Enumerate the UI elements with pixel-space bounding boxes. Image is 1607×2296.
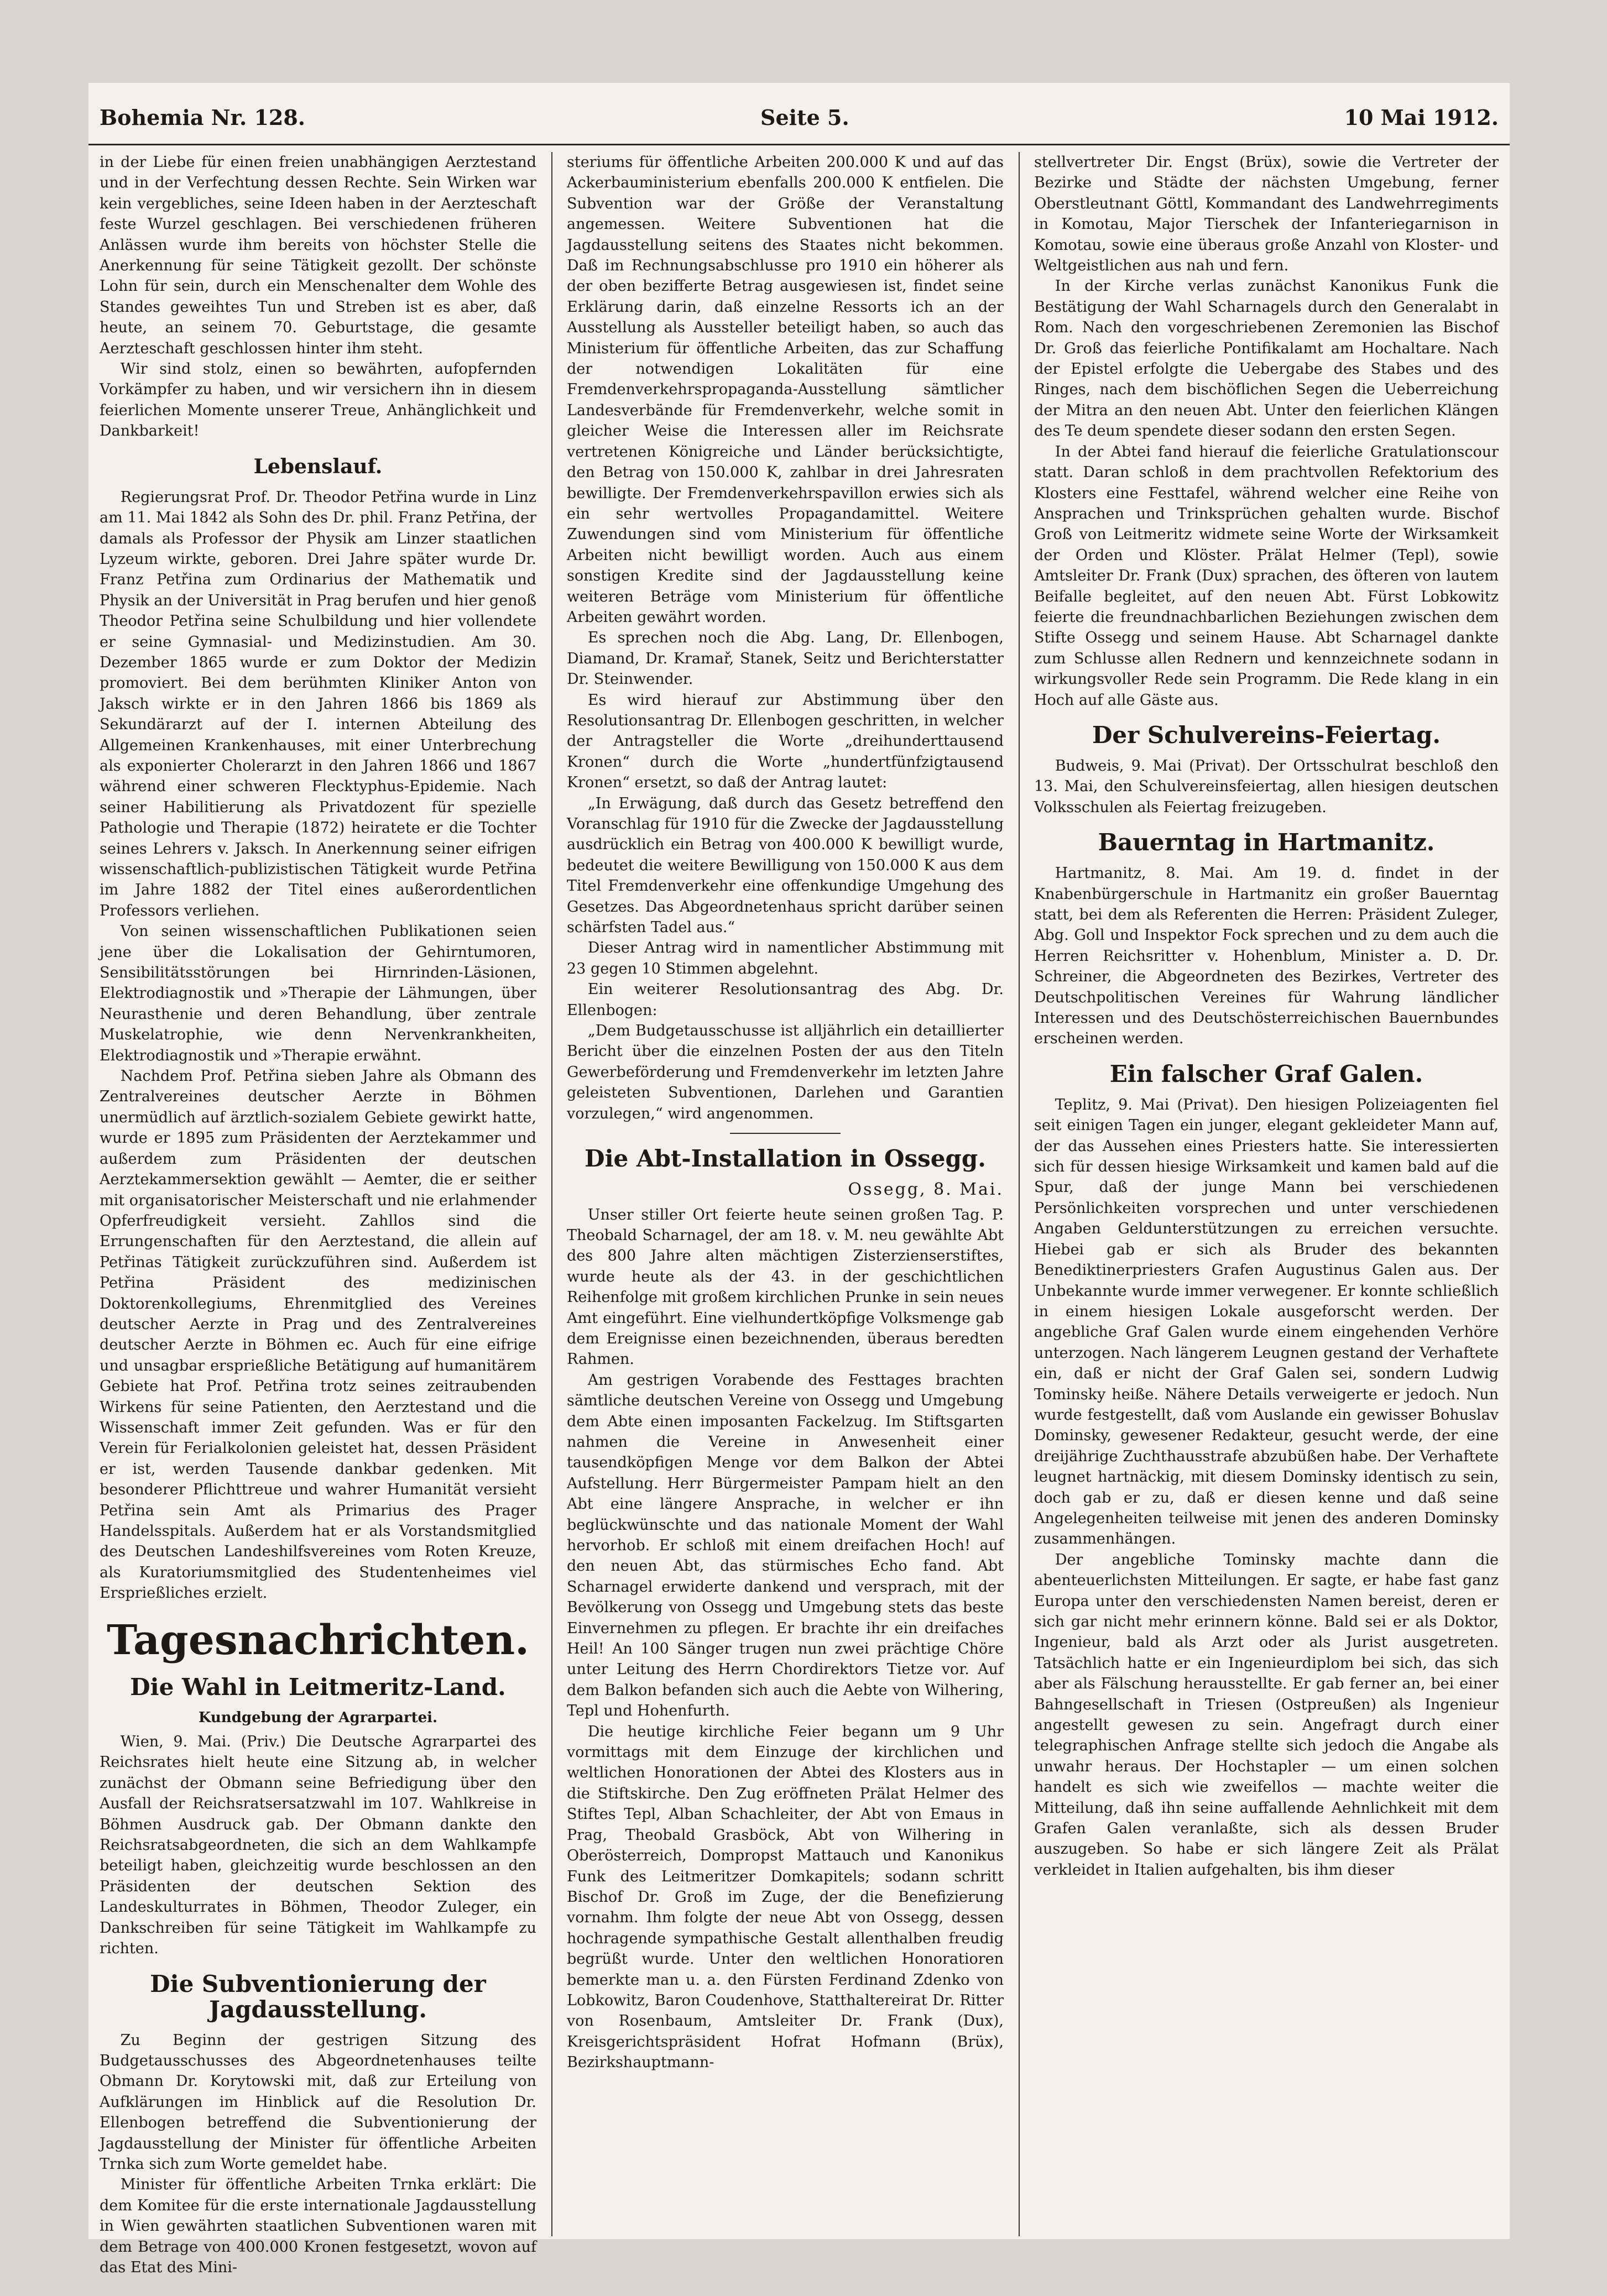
- page-header: [88, 105, 1510, 144]
- article-paragraph: steriums für öffentliche Arbeiten 200.000 K und auf das Ackerbauministerium ebenfalls 200.000 K entfielen. Die Subvention war der Größe der Veranstaltung angemessen. Weitere Subventionen hat die Jagdausstellung seitens des Staates nicht bekommen. Daß im Rechnungsabschlusse pro 1910 ein höherer als der oben bezifferte Betrag ausgewiesen ist, findet seine Erklärung darin, daß einzelne Ressorts ich an der Ausstellung als Aussteller beteiligt haben, so auch das Ministerium für öffentliche Arbeiten, das zur Schaffung der notwendigen Lokalitäten für eine Fremdenverkehrspropaganda-Ausstellung sämtlicher Landesverbände für Fremdenverkehr, welche somit in gleicher Weise die Interessen aller im Reichsrate vertretenen Königreiche und Länder berücksichtigte, den Betrag von 150.000 K, zahlbar in drei Jahresraten bewilligte. Der Fremdenverkehrspavillon erwies sich als ein sehr wertvolles Propagandamittel. Weitere Zuwendungen sind vom Ministerium für öffentliche Arbeiten nicht bewilligt worden. Auch aus einem sonstigen Kredite sind der Jagdausstellung keine weiteren Beträge vom Ministerium für öffentliche Arbeiten gewährt worden.: [567, 154, 1004, 626]
- header-rule: [88, 144, 1510, 145]
- dateline-ossegg: Ossegg, 8. Mai.: [848, 1180, 1004, 1200]
- article-paragraph: Von seinen wissenschaftlichen Publikationen seien jene über die Lokalisation der Gehirntumoren, Sensibilitätsstörungen bei Hirnrinden-Läsionen, Elektrodiagnostik und »Therapie der Lähmungen, über Neurasthenie und deren Behandlung, über zentrale Muskelatrophie, wie denn Nervenkrankheiten, Elektrodiagnostik und »Therapie erwähnt.: [100, 923, 536, 1064]
- headline-schulvereins-feiertag: Der Schulvereins-Feiertag.: [1092, 721, 1441, 749]
- headline-subventionierung: Die Subventionierung der Jagdausstellung.: [150, 1970, 486, 2023]
- article-paragraph: Dieser Antrag wird in namentlicher Abstimmung mit 23 gegen 10 Stimmen abgelehnt.: [567, 939, 1004, 977]
- article-paragraph: Zu Beginn der gestrigen Sitzung des Budgetausschusses des Abgeordnetenhauses teilte Obmann Dr. Korytowski mit, daß zur Erteilung von Aufklärungen im Hinblick auf die Resolution Dr. Ellenbogen betreffend die Subventionierung der Jagdausstellung der Minister für öffentliche Arbeiten Trnka sich zum Worte gemeldet habe.: [100, 2031, 536, 2173]
- column-divider: [1019, 152, 1020, 2236]
- article-paragraph: Es sprechen noch die Abg. Lang, Dr. Ellenbogen, Diamand, Dr. Kramař, Stanek, Seitz und Berichterstatter Dr. Steinwender.: [567, 629, 1004, 688]
- article-paragraph: Am gestrigen Vorabende des Festtages brachten sämtliche deutschen Vereine von Ossegg und Umgebung dem Abte einen imposanten Fackelzug. Im Stiftsgarten nahmen die Vereine in Anwesenheit einer tausendköpfigen Menge vor dem Balkon der Abtei Aufstellung. Herr Bürgermeister Pampam hielt an den Abt eine längere Ansprache, in welcher er ihn beglückwünschte und das nationale Moment der Wahl hervorhob. Er schloß mit einem dreifachen Hoch! auf den neuen Abt, das stürmisches Echo fand. Abt Scharnagel erwiderte dankend und versprach, mit der Bevölkerung von Ossegg und Umgebung stets das beste Einvernehmen zu pflegen. Er brachte ihr ein dreifaches Heil! An 100 Sänger trugen nun zwei prächtige Chöre unter Leitung des Herrn Chordirektors Tietze vor. Auf dem Balkon befanden sich auch die Aebte von Wilhering, Tepl und Hohenfurth.: [567, 1371, 1004, 1720]
- article-paragraph: „Dem Budgetausschusse ist alljährlich ein detaillierter Bericht über die einzelnen Posten der aus den Titeln Gewerbeförderung und Fremdenverkehr im letzten Jahre geleisteten Subventionen, Darlehen und Garantien vorzulegen,“ wird angenommen.: [567, 1022, 1004, 1122]
- article-paragraph: Regierungsrat Prof. Dr. Theodor Petřina wurde in Linz am 11. Mai 1842 als Sohn des Dr. phil. Franz Petřina, der damals als Professor der Physik am Linzer staatlichen Lyzeum wirkte, geboren. Drei Jahre später wurde Dr. Franz Petřina zum Ordinarius der Mathematik und Physik an der Universität in Prag berufen und hier genoß Theodor Petřina seine Schulbildung und hier vollendete er seine Gymnasial- und Medizinstudien. Am 30. Dezember 1865 wurde er zum Doktor der Medizin promoviert. Bei dem berühmten Kliniker Anton von Jaksch wirkte er in den Jahren 1866 bis 1869 als Sekundärarzt auf der I. internen Abteilung des Allgemeinen Krankenhauses, mit einer Unterbrechung als exponierter Cholerarzt in den Jahren 1866 und 1867 während einer schweren Flecktyphus-Epidemie. Nach seiner Habilitierung als Privatdozent für spezielle Pathologie und Therapie (1872) heiratete er die Tochter seines Lehrers v. Jaksch. In Anerkennung seiner eifrigen wissenschaftlich-publizistischen Tätigkeit wurde Petřina im Jahre 1882 der Titel eines außerordentlichen Professors verliehen.: [100, 488, 536, 919]
- article-paragraph: in der Liebe für einen freien unabhängigen Aerztestand und in der Verfechtung dessen Rechte. Sein Wirken war kein vergebliches, seine Ideen haben in der Aerzteschaft feste Wurzel geschlagen. Bei verschiedenen früheren Anlässen wurde ihm bereits von höchster Stelle die Anerkennung für seine Tätigkeit gezollt. Der schönste Lohn für sein, durch ein Menschenalter dem Wohle des Standes geweihtes Tun und Streben ist es aber, daß heute, an seinem 70. Geburtstage, die gesamte Aerzteschaft geschlossen hinter ihm steht.: [100, 154, 536, 357]
- headline-bauerntag: Bauerntag in Hartmanitz.: [1098, 829, 1435, 856]
- column-left: [100, 152, 536, 2276]
- article-paragraph: Wir sind stolz, einen so bewährten, aufopfernden Vorkämpfer zu haben, und wir versichern ihn in diesem feierlichen Momente unserer Treue, Anhänglichkeit und Dankbarkeit!: [100, 360, 536, 440]
- article-paragraph: Ein weiterer Resolutionsantrag des Abg. Dr. Ellenbogen:: [567, 981, 1004, 1019]
- article-paragraph: „In Erwägung, daß durch das Gesetz betreffend den Voranschlag für 1910 für die Zwecke der Jagdausstellung ausdrücklich ein Betrag von 400.000 K bewilligt wurde, bedeutet die weitere Bewilligung von 150.000 K aus dem Titel Fremdenverkehr eine offenkundige Umgehung des Gesetzes. Das Abgeordnetenhaus spricht darüber seinen schärfsten Tadel aus.“: [567, 794, 1004, 937]
- article-paragraph: Unser stiller Ort feierte heute seinen großen Tag. P. Theobald Scharnagel, der am 18. v. M. neu gewählte Abt des 800 Jahre alten mächtigen Zisterzienserstiftes, wurde heute als der 43. in der geschichtlichen Reihenfolge mit großem kirchlichen Prunke in sein neues Amt eingeführt. Eine vielhundertköpfige Volksmenge gab dem Ereignisse einen bezeichnenden, überaus beredten Rahmen.: [567, 1206, 1004, 1368]
- column-middle: [567, 152, 1004, 2236]
- column-divider: [551, 152, 552, 2236]
- column-right: [1034, 152, 1499, 2236]
- article-separator: [730, 1133, 841, 1134]
- header-date: 10 Mai 1912.: [1344, 105, 1499, 130]
- article-paragraph: Hartmanitz, 8. Mai. Am 19. d. findet in der Knabenbürgerschule in Hartmanitz ein großer Bauerntag statt, bei dem als Referenten die Herren: Präsident Zuleger, Abg. Goll und Inspektor Fock sprechen und zu dem auch die Herren Reichsritter v. Hohenblum, Minister a. D. Dr. Schreiner, die Abgeordneten des Bezirkes, Vertreter des Deutschpolitischen Vereines für Wahrung ländlicher Interessen und des Deutschösterreichischen Bauernbundes erscheinen werden.: [1034, 865, 1499, 1048]
- headline-wahl-leitmeritz: Die Wahl in Leitmeritz-Land.: [130, 1673, 506, 1701]
- article-paragraph: Wien, 9. Mai. (Priv.) Die Deutsche Agrarpartei des Reichsrates hielt heute eine Sitzung ab, in welcher zunächst der Obmann seine Befriedigung über den Ausfall der Reichsratsersatzwahl im 107. Wahlkreise in Böhmen Ausdruck gab. Der Obmann dankte den Reichsratsabgeordneten, die sich an dem Wahlkampfe beteiligt haben, gleichzeitig wurde beschlossen an den Präsidenten der deutschen Sektion des Landeskulturrates in Böhmen, Theodor Zuleger, ein Dankschreiben für seine Tätigkeit im Wahlkampfe zu richten.: [100, 1733, 536, 1958]
- headline-abt-installation: Die Abt-Installation in Ossegg.: [585, 1145, 986, 1173]
- article-paragraph: Es wird hierauf zur Abstimmung über den Resolutionsantrag Dr. Ellenbogen geschritten, in welcher der Antragsteller die Worte „dreihunderttausend Kronen“ durch die Worte „hundertfünfzigtausend Kronen“ ersetzt, so daß der Antrag lautet:: [567, 691, 1004, 792]
- article-paragraph: Minister für öffentliche Arbeiten Trnka erklärt: Die dem Komitee für die erste internationale Jagdausstellung in Wien gewährten staatlichen Subventionen waren mit dem Betrage von 400.000 Kronen festgesetzt, wovon auf das Etat des Mini-: [100, 2176, 536, 2276]
- article-paragraph: Teplitz, 9. Mai (Privat). Den hiesigen Polizeiagenten fiel seit einigen Tagen ein junger, elegant gekleideter Mann auf, der das Aussehen eines Priesters hatte. Sie interessierten sich für dessen hiesige Wirksamkeit und kamen bald auf die Spur, daß der junge Mann bei verschiedenen Persönlichkeiten vorsprechen und unter verschiedenen Angaben Geldunterstützungen zu erreichen versuchte. Hiebei gab er sich als Bruder des bekannten Benediktinerpriesters Grafen Augustinus Galen aus. Der Unbekannte wurde immer verwegener. Er konnte schließlich in einem hiesigen Lokale ausgeforscht werden. Der angebliche Graf Galen wurde einem eingehenden Verhöre unterzogen. Nach längerem Leugnen gestand der Verhaftete ein, daß er nicht der Graf Galen sei, sondern Ludwig Tominsky heiße. Nähere Details verweigerte er jedoch. Nun wurde festgestellt, daß vom Auslande ein gewisser Bohuslav Dominsky, gewesener Redakteur, gesucht werde, der eine dreijährige Zuchthausstrafe abzubüßen habe. Der Verhaftete leugnet hartnäckig, mit diesem Dominsky identisch zu sein, doch gab er zu, daß er diesen kenne und daß seine Angelegenheiten teilweise mit jenen des anderen Dominsky zusammenhängen.: [1034, 1096, 1499, 1548]
- article-paragraph: Der angebliche Tominsky machte dann die abenteuerlichsten Mitteilungen. Er sagte, er habe fast ganz Europa unter den verschiedensten Namen bereist, deren er sich gar nicht mehr erinnern könne. Bald sei er als Doktor, Ingenieur, bald als Arzt oder als Jurist ausgetreten. Tatsächlich hatte er ein Ingenieurdiplom bei sich, das sich aber als Fälschung herausstellte. Er gab ferner an, bei einer Bahngesellschaft in Triesen (Ostpreußen) als Ingenieur angestellt gewesen zu sein. Angefragt durch einer telegraphischen Anfrage stellte sich jedoch die Angabe als unwahr heraus. Der Hochstapler — um einen solchen handelt es sich wie zweifellos — machte weiter die Mitteilung, daß ihn seine auffallende Aehnlichkeit mit dem Grafen Galen veranlaßte, sich als dessen Bruder auszugeben. So habe er sich längere Zeit als Prälat verkleidet in Italien aufgehalten, bis ihm dieser: [1034, 1551, 1499, 1879]
- headline-falscher-graf: Ein falscher Graf Galen.: [1109, 1060, 1423, 1087]
- article-paragraph: Nachdem Prof. Petřina sieben Jahre als Obmann des Zentralvereines deutscher Aerzte in Böhmen unermüdlich auf ärztlich-sozialem Gebiete gewirkt hatte, wurde er 1895 zum Präsidenten der Aerztekammer und außerdem zum Präsidenten der deutschen Aerztekammersektion gewählt — Aemter, die er seither mit organisatorischer Meisterschaft und nie erlahmender Opferfreudigkeit versieht. Zahllos sind die Errungenschaften für den Aerztestand, die allein auf Petřinas Tätigkeit zurückzuführen sind. Außerdem ist Petřina Präsident des medizinischen Doktorenkollegiums, Ehrenmitglied des Vereines deutscher Aerzte in Prag und des Zentralvereines deutscher Aerzte in Böhmen ec. Auch für eine eifrige und unsagbar ersprießliche Betätigung auf humanitärem Gebiete hat Prof. Petřina trotz seines zeitraubenden Wirkens für seine Patienten, den Aerztestand und die Wissenschaft immer Zeit gefunden. Was er für den Verein für Ferialkolonien geleistet hat, dessen Präsident er ist, werden Tausende dankbar gedenken. Mit besonderer Pflichttreue und wahrer Humanität versieht Petřina sein Amt als Primarius des Prager Handelsspitals. Außerdem hat er als Vorstandsmitglied des Deutschen Landeshilfsvereines vom Roten Kreuze, als Kuratoriumsmitglied des Studentenheimes viel Ersprießliches erzielt.: [100, 1068, 536, 1602]
- article-paragraph: Die heutige kirchliche Feier begann um 9 Uhr vormittags mit dem Einzuge der kirchlichen und weltlichen Honorationen der Abtei des Klosters aus in die Stiftskirche. Den Zug eröffneten Prälat Helmer des Stiftes Tepl, Alban Schachleiter, der Abt von Emaus in Prag, Theobald Grasböck, Abt von Wilhering in Oberösterreich, Dompropst Mattauch und Kanonikus Funk des Leitmeritzer Domkapitels; sodann schritt Bischof Dr. Groß im Zuge, der die Benefizierung vornahm. Ihm folgte der neue Abt von Ossegg, dessen hochragende sympathische Gestalt allenthalben freudig begrüßt wurde. Unter den weltlichen Honoratioren bemerkte man u. a. den Fürsten Ferdinand Zdenko von Lobkowitz, Baron Coudenhove, Statthaltereirat Dr. Ritter von Rosenbaum, Amtsleiter Dr. Frank (Dux), Kreisgerichtspräsident Hofrat Hofmann (Brüx), Bezirkshauptmann-: [567, 1723, 1004, 2072]
- headline-lebenslauf: Lebenslauf.: [253, 454, 383, 478]
- header-page-number: Seite 5.: [760, 105, 849, 130]
- subheadline-agrarpartei: Kundgebung der Agrarpartei.: [198, 1709, 438, 1726]
- article-paragraph: stellvertreter Dir. Engst (Brüx), sowie die Vertreter der Bezirke und Städte der nächsten Umgebung, ferner Oberstleutnant Göttl, Kommandant des Landwehrregiments in Komotau, Major Tierschek der Infanteriegarnison in Komotau, sowie eine überaus große Anzahl von Kloster- und Weltgeistlichen aus nah und fern.: [1034, 154, 1499, 275]
- section-title-tagesnachrichten: Tagesnachrichten.: [107, 1616, 529, 1664]
- header-publication: Bohemia Nr. 128.: [100, 105, 306, 130]
- article-paragraph: In der Kirche verlas zunächst Kanonikus Funk die Bestätigung der Wahl Scharnagels durch den Generalabt in Rom. Nach den vorgeschriebenen Zeremonien las Bischof Dr. Groß das feierliche Pontifikalamt am Hochaltare. Nach der Epistel erfolgte die Uebergabe des Stabes und des Ringes, nach dem bischöflichen Segen die Ueberreichung der Mitra an den neuen Abt. Unter den feierlichen Klängen des Te deum spendete dieser sodann den ersten Segen.: [1034, 278, 1499, 440]
- article-paragraph: Budweis, 9. Mai (Privat). Der Ortsschulrat beschloß den 13. Mai, den Schulvereinsfeiertag, allen hiesigen deutschen Volksschulen als Feiertag freizugeben.: [1034, 757, 1499, 816]
- article-paragraph: In der Abtei fand hierauf die feierliche Gratulationscour statt. Daran schloß in dem prachtvollen Refektorium des Klosters eine Festtafel, während welcher eine Reihe von Ansprachen und Trinksprüchen gehalten wurde. Bischof Groß von Leitmeritz widmete seine Worte der Wirksamkeit der Orden und Klöster. Prälat Helmer (Tepl), sowie Amtsleiter Dr. Frank (Dux) sprachen, des öfteren von lautem Beifalle begleitet, auf den neuen Abt. Fürst Lobkowitz feierte die freundnachbarlichen Beziehungen zwischen dem Stifte Ossegg und seinem Hause. Abt Scharnagel dankte zum Schlusse allen Rednern und kennzeichnete sodann in wirkungsvoller Rede sein Programm. Die Rede klang in ein Hoch auf alle Gäste aus.: [1034, 443, 1499, 709]
- newspaper-page: [88, 83, 1510, 2276]
